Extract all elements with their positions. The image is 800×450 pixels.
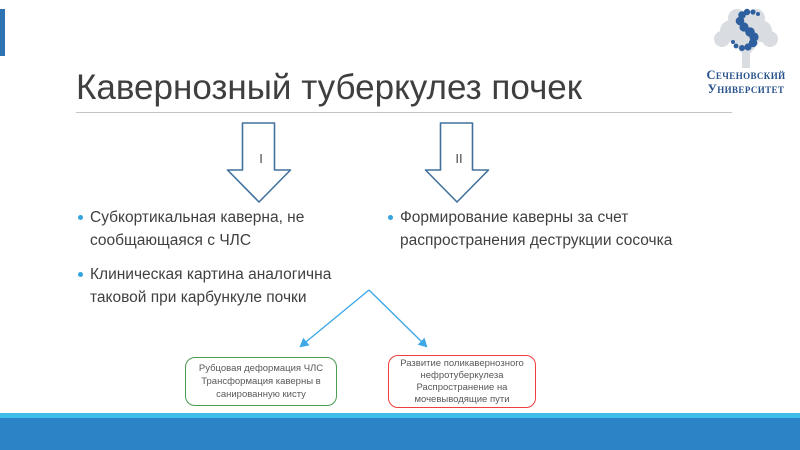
bullet-text: Субкортикальная каверна, не сообщающаяся с ЧЛС [90, 209, 305, 249]
connector-line-left [301, 290, 369, 346]
title-underline [76, 112, 732, 113]
outcome-line: Трансформация каверны в [201, 376, 321, 387]
branch-connector [285, 284, 445, 356]
outcome-line: Развитие поликавернозного [400, 357, 524, 369]
bullet-dot-icon [78, 215, 83, 220]
tree-icon [700, 6, 792, 68]
stage-arrow-2 [424, 122, 490, 204]
stage-arrow-1-label: I [259, 151, 263, 166]
bullet-text: Формирование каверны за счет распространения деструкции сосочка [400, 209, 673, 249]
bullet-dot-icon [388, 215, 393, 220]
left-accent-bar [0, 9, 5, 56]
stage2-bullet-list [388, 206, 700, 263]
stage-arrow-1 [226, 122, 292, 204]
bullet-item [78, 206, 346, 252]
logo-university-name-line2: Университет [707, 82, 785, 96]
logo-university-name-line1: Сеченовский [706, 68, 786, 82]
bullet-dot-icon [78, 272, 83, 277]
outcome-line: мочевыводящие пути [414, 393, 510, 405]
outcome-box-favorable [185, 357, 337, 406]
outcome-box-unfavorable [388, 355, 536, 408]
slide-title: Кавернозный туберкулез почек [76, 68, 583, 107]
stage-arrow-2-label: II [455, 151, 463, 166]
block-arrow-down-icon [226, 122, 292, 204]
connector-line-right [369, 290, 426, 346]
outcome-line: Рубцовая деформация ЧЛС [198, 363, 324, 374]
block-arrow-down-icon [424, 122, 490, 204]
outcome-line: нефротуберкулеза [420, 369, 504, 381]
bullet-text: Клиническая картина аналогична таковой при карбункуле почки [90, 266, 332, 306]
outcome-line: санированную кисту [216, 389, 306, 400]
bullet-item [388, 206, 700, 252]
outcome-line: Распространение на [416, 381, 508, 393]
university-logo [699, 6, 793, 96]
footer-bar-dark [0, 418, 800, 450]
